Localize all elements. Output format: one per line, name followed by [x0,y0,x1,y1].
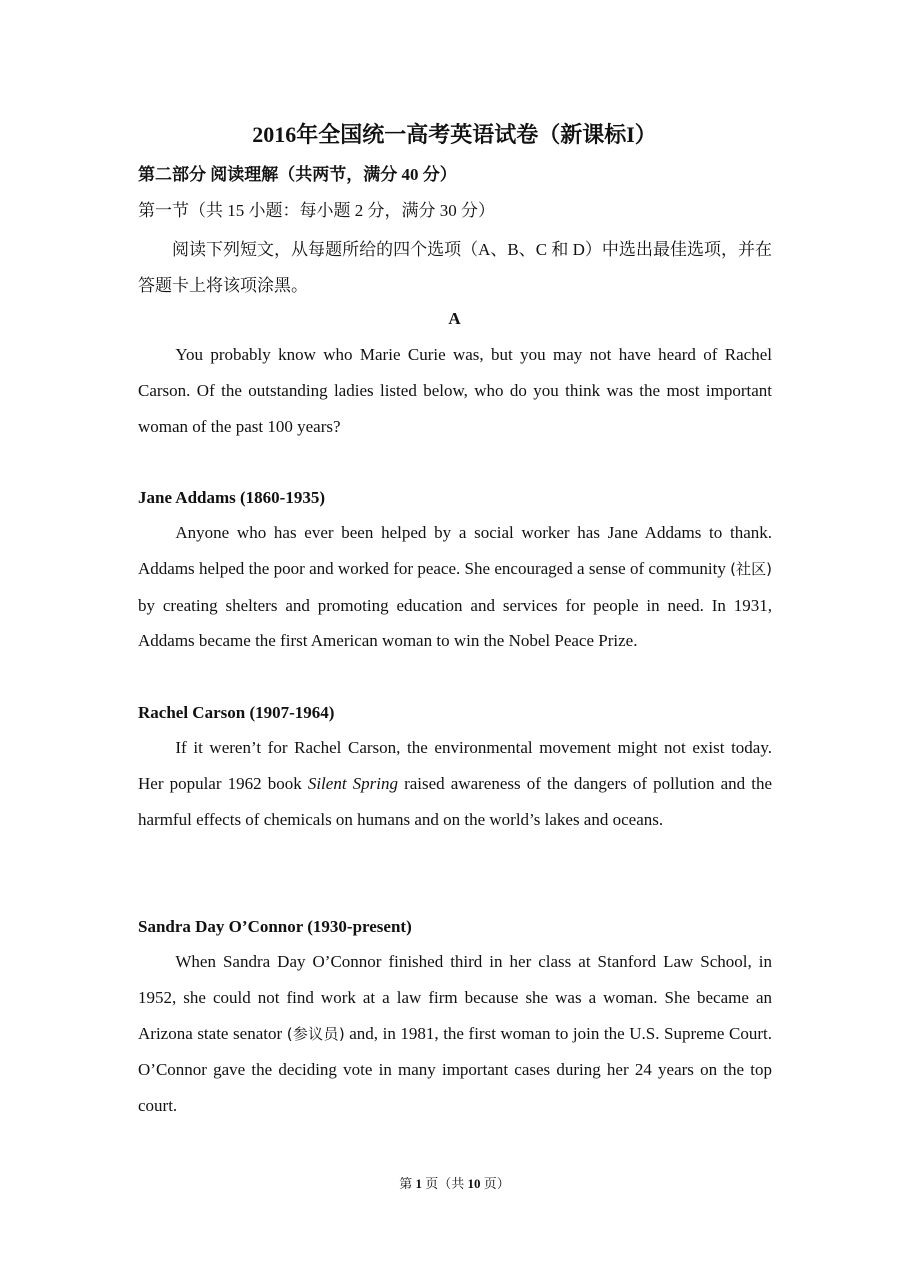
passage-label: A [448,309,461,328]
entry-heading-carson: Rachel Carson (1907-1964) [138,703,335,722]
instructions: 阅读下列短文，从每题所给的四个选项（A、B、C 和 D）中选出最佳选项，并在答题卡上将该项涂黑。 [138,240,772,295]
entry-heading-addams: Jane Addams (1860-1935) [138,488,326,507]
entry-text-carson [138,730,772,837]
book-title: Silent Spring [307,773,398,793]
part-heading: 第二部分 阅读理解（共两节，满分 40 分） [138,165,457,184]
footer-middle: 页（共 [421,1176,468,1191]
entry-text-part: raised awareness of the dangers of pollution and the harmful effects of chemicals on humans and on the world’s lakes and oceans. [138,773,772,829]
entry-text-part: and, in 1981, the first woman to join the U.S. Supreme Court. O’Connor gave the deciding vote in many important cases during her 24 years on the top court. [138,1023,772,1116]
page-footer [0,1174,909,1194]
entry-text-part: When Sandra Day O’Connor finished third in her class at Stanford Law School, in 1952, she could not find work at a law firm because she was a woman. She became an Arizona state senator [138,952,772,1043]
entry-text-addams [138,515,772,659]
entry-heading-oconnor: Sandra Day O’Connor (1930-present) [138,917,412,936]
chinese-gloss: (参议员) [286,1024,345,1043]
entry-text-part: If it weren’t for Rachel Carson, the environmental movement might not exist today. Her popular 1962 book [138,738,772,793]
footer-page-number: 1 [415,1176,422,1191]
entry-text-part: by creating shelters and promoting education and services for people in need. In 1931, Addams became the first American woman to win the Nobel Peace Prize. [138,595,772,651]
entry-text-part: Anyone who has ever been helped by a social worker has Jane Addams to thank. Addams helped the poor and worked for peace. She encouraged a sense of community [138,523,772,578]
chinese-gloss: (社区) [730,559,772,578]
footer-prefix: 第 [399,1176,416,1191]
entry-text-oconnor [138,944,772,1124]
footer-total-pages: 10 [467,1176,481,1191]
passage-intro: You probably know who Marie Curie was, but you may not have heard of Rachel Carson. Of the outstanding ladies listed below, who do you think was the most important woman of the past 100 years? [138,345,772,436]
section-heading: 第一节（共 15 小题：每小题 2 分，满分 30 分） [138,201,495,220]
page-title: 2016年全国统一高考英语试卷（新课标I） [252,122,657,147]
footer-suffix: 页） [480,1176,510,1191]
